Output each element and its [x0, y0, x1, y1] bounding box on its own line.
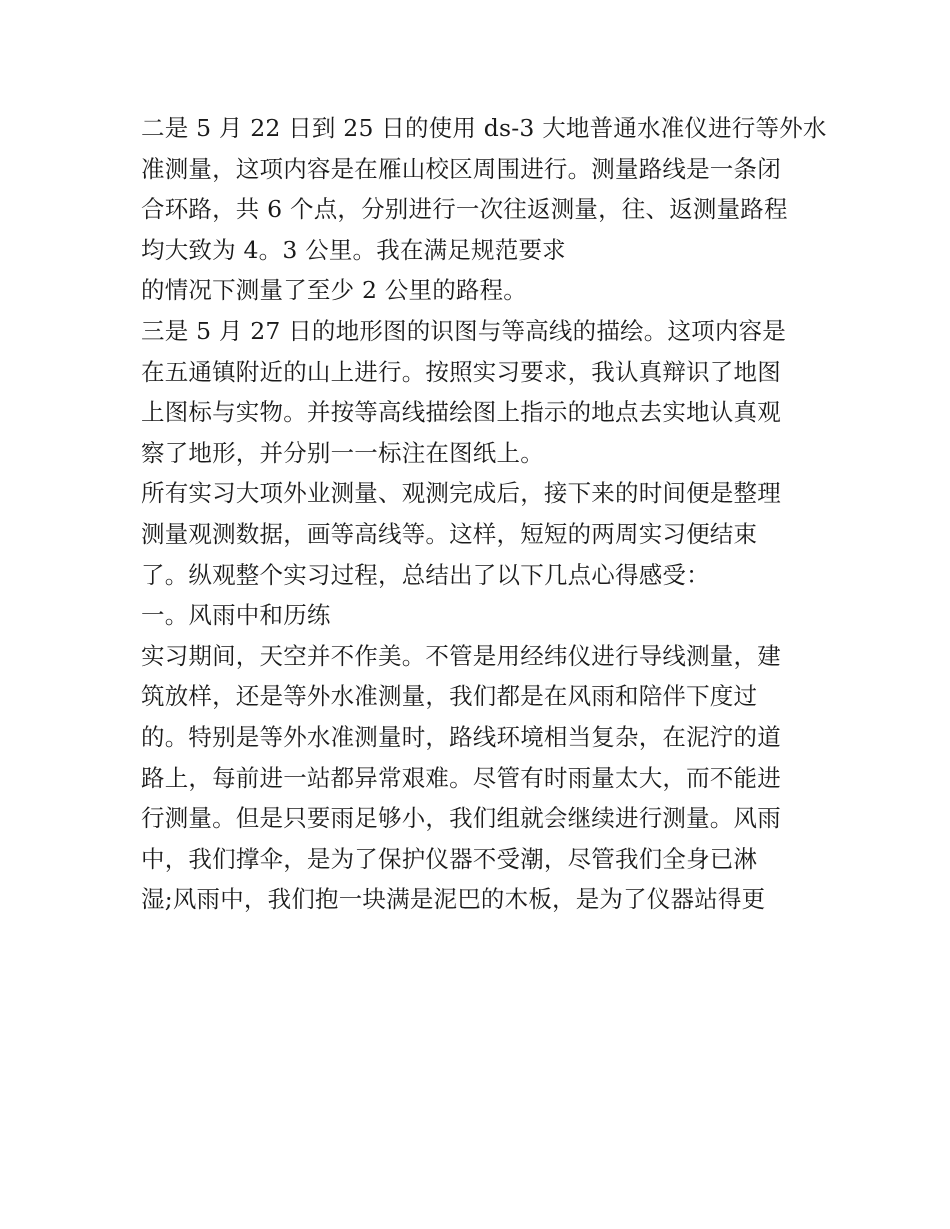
text-line: 实习期间，天空并不作美。不管是用经纬仪进行导线测量，建 [141, 641, 781, 670]
text-line: 筑放样，还是等外水准测量，我们都是在风雨和陪伴下度过 [141, 682, 758, 711]
text-line: 二是 5 月 22 日到 25 日的使用 ds-3 大地普通水准仪进行等外水 [141, 114, 827, 142]
text-line: 在五通镇附近的山上进行。按照实习要求，我认真辩识了地图 [141, 357, 781, 386]
text-line: 合环路，共 6 个点，分别进行一次往返测量，往、返测量路程 [141, 195, 788, 224]
text-line: 行测量。但是只要雨足够小，我们组就会继续进行测量。风雨 [141, 804, 781, 833]
text-line: 所有实习大项外业测量、观测完成后，接下来的时间便是整理 [141, 479, 781, 508]
text-line: 上图标与实物。并按等高线描绘图上指示的地点去实地认真观 [141, 398, 781, 427]
document-body [141, 108, 827, 920]
text-line: 的。特别是等外水准测量时，路线环境相当复杂，在泥泞的道 [141, 722, 781, 751]
text-line: 了。纵观整个实习过程，总结出了以下几点心得感受： [141, 560, 710, 589]
text-line: 测量观测数据，画等高线等。这样，短短的两周实习便结束 [141, 519, 758, 548]
section-heading: 一。风雨中和历练 [141, 601, 331, 630]
text-line: 三是 5 月 27 日的地形图的识图与等高线的描绘。这项内容是 [141, 316, 786, 345]
text-line: 中，我们撑伞，是为了保护仪器不受潮，尽管我们全身已淋 [141, 844, 758, 873]
text-line: 准测量，这项内容是在雁山校区周围进行。测量路线是一条闭 [141, 154, 781, 183]
text-line: 察了地形，并分别一一标注在图纸上。 [141, 438, 544, 467]
text-line: 均大致为 4。3 公里。我在满足规范要求 [141, 235, 566, 264]
text-line: 湿;风雨中，我们抱一块满是泥巴的木板，是为了仪器站得更 [141, 885, 766, 914]
text-line: 的情况下测量了至少 2 公里的路程。 [141, 276, 527, 305]
text-line: 路上，每前进一站都异常艰难。尽管有时雨量太大，而不能进 [141, 763, 781, 792]
